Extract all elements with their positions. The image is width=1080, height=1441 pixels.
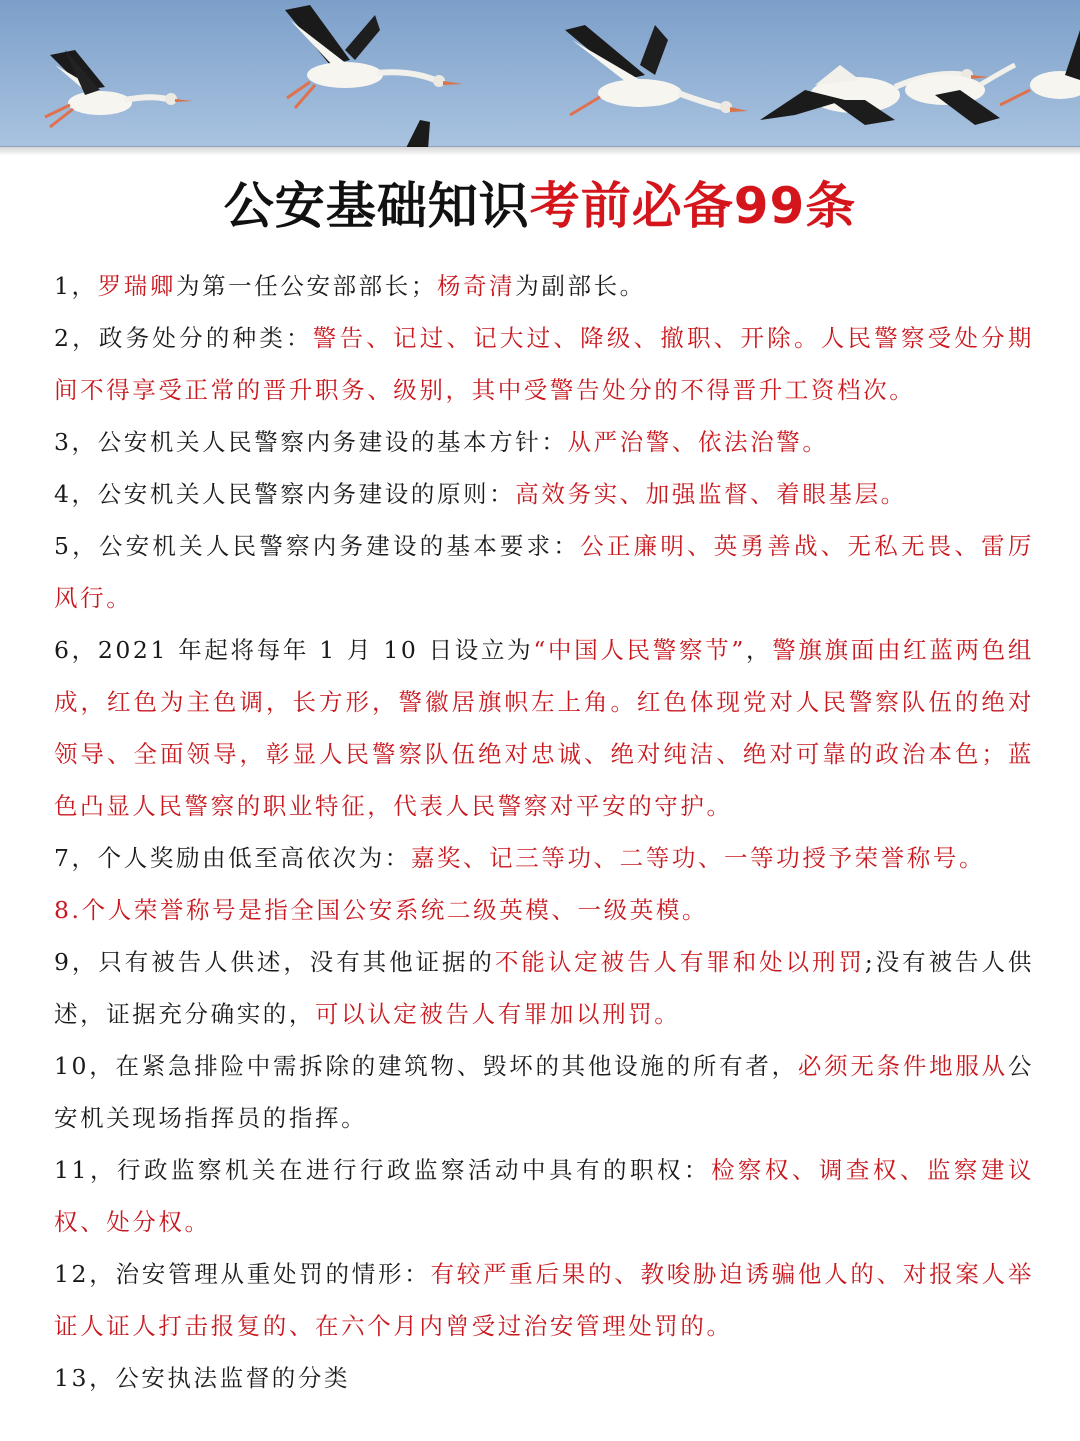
item-number: 4， [54,480,98,508]
item-text: 公正廉明、英勇善战、无私无畏、雷厉风行。 [54,532,1034,612]
item-text: 公安机关人民警察内务建设的原则： [97,480,516,508]
item-text: 公安执法监督的分类 [115,1364,351,1392]
item-text: 个人奖励由低至高依次为： [97,844,411,872]
list-item [54,936,1034,1040]
list-item [54,468,1034,520]
list-item [54,832,1034,884]
list-item [54,1040,1034,1144]
item-number: 7， [54,844,98,872]
item-number: 12， [54,1260,116,1288]
item-text: 不能认定被告人有罪和处以刑罚 [494,948,865,976]
list-item [54,624,1034,832]
list-item [54,1352,1034,1404]
list-item [54,1248,1034,1352]
item-text: 公安机关人民警察内务建设的基本要求： [98,532,581,560]
item-text: 行政监察机关在进行行政监察活动中具有的职权： [117,1156,711,1184]
title-main: 公安基础知识 [223,177,530,235]
list-item [54,312,1034,416]
list-item [54,1144,1034,1248]
item-number: 11， [54,1156,117,1184]
item-text: 政务处分的种类： [98,324,313,352]
item-number: 2， [54,324,99,352]
list-item [54,884,1034,936]
item-text: 检察权、调查权、监察建议权、处分权。 [54,1156,1035,1236]
item-number: 6， [54,636,98,664]
item-text: 警旗旗面由红蓝两色组成，红色为主色调，长方形，警徽居旗帜左上角。红色体现党对人民警察队伍的绝对领导、全面领导，彰显人民警察队伍绝对忠诚、绝对纯洁、绝对可靠的政治本色；蓝色凸显人民警察的职业特征，代表人民警察对平安的守护。 [54,636,1035,820]
item-text: “中国人民警察节” [533,636,746,664]
item-text: 必须无条件地服从 [797,1052,1008,1080]
item-text: ， [745,636,773,664]
banner-shadow [0,146,1080,156]
item-number: 10， [54,1052,116,1080]
item-number: 3， [54,428,98,456]
item-text: 个人荣誉称号是指全国公安系统二级英模、一级英模。 [81,896,709,924]
item-number: 13， [54,1364,116,1392]
header-banner-image [0,0,1080,147]
item-text: 为第一任公安部部长； [175,272,437,300]
item-text: 杨奇清 [436,272,516,300]
list-item [54,520,1034,624]
item-text: 治安管理从重处罚的情形： [115,1260,431,1288]
item-text: 有较严重后果的、教唆胁迫诱骗他人的、对报案人举证人证人打击报复的、在六个月内曾受过治安管理处罚的。 [54,1260,1034,1340]
item-number: 1， [54,272,98,300]
item-number: 8. [54,896,82,924]
item-text: 为副部长。 [515,272,646,300]
item-text: 罗瑞卿 [97,272,176,300]
item-text: 高效务实、加强监督、着眼基层。 [515,480,907,508]
item-text: ;没有被告人供述，证据充分确实的， [54,948,1035,1028]
list-item [54,260,1034,312]
item-text: 嘉奖、记三等功、二等功、一等功授予荣誉称号。 [410,844,986,872]
item-number: 9， [54,948,99,976]
item-text: 公安机关人民警察内务建设的基本方针： [97,428,568,456]
list-item [54,416,1034,468]
item-text: 可以认定被告人有罪加以刑罚。 [315,1000,681,1028]
article-body [54,260,1034,1404]
item-text: 公安机关现场指挥员的指挥。 [54,1052,1034,1132]
item-text: 2021 年起将每年 1 月 10 日设立为 [97,636,534,664]
title-highlight: 考前必备99条 [529,177,857,235]
flying-cranes-illustration [0,0,1080,147]
item-text: 警告、记过、记大过、降级、撤职、开除。人民警察受处分期间不得享受正常的晋升职务、级别，其中受警告处分的不得晋升工资档次。 [54,324,1034,404]
item-text: 从严治警、依法治警。 [567,428,829,456]
page-title [0,176,1080,236]
item-number: 5， [54,532,99,560]
item-text: 只有被告人供述，没有其他证据的 [98,948,495,976]
item-text: 在紧急排险中需拆除的建筑物、毁坏的其他设施的所有者， [115,1052,798,1080]
